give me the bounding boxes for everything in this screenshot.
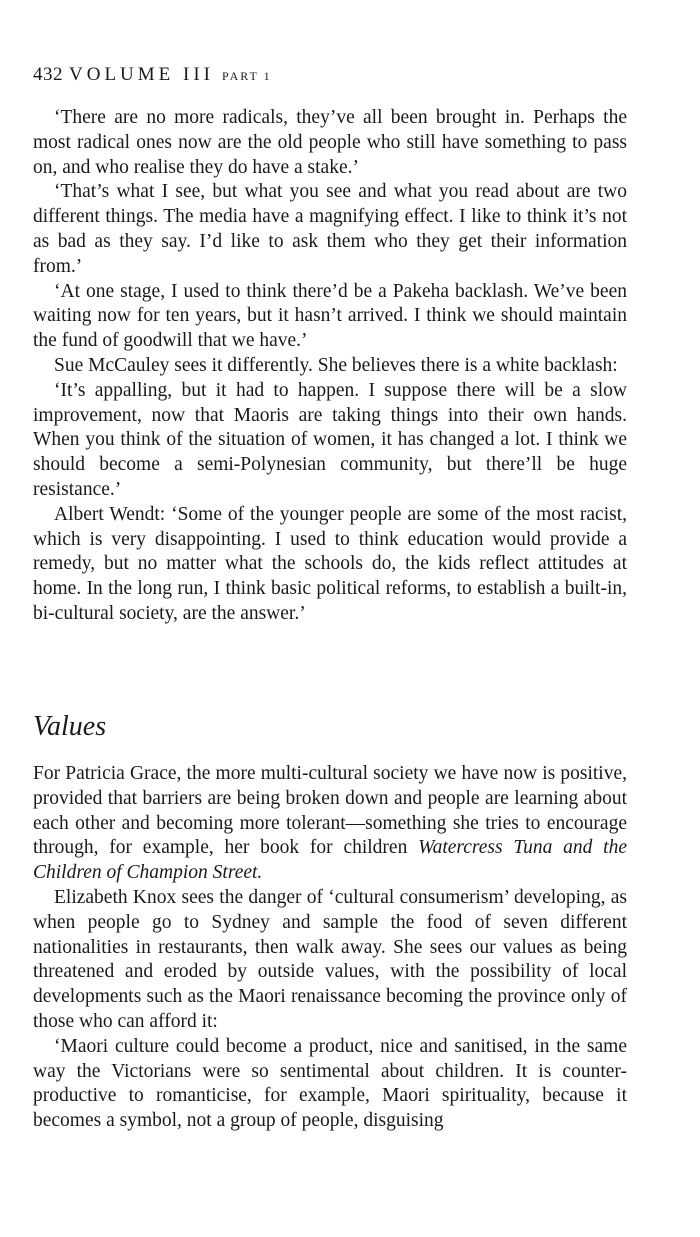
page-number: 432	[33, 64, 63, 85]
paragraph: Elizabeth Knox sees the danger of ‘cultural consumerism’ developing, as when people go to Sydney and sample the food of seven different nationalities in restaurants, then walk away. She sees our values as being threatened and eroded by outside values, with the possibility of local developments such as the Maori renaissance becoming the province only of those who can afford it:	[33, 886, 627, 1032]
paragraph: Sue McCauley sees it differently. She believes there is a white backlash:	[54, 354, 618, 376]
paragraph: ‘It’s appalling, but it had to happen. I suppose there will be a slow improvement, now that Maoris are taking things into their own hands. When you think of the situation of women, it has changed a lot. I think we should become a semi-Polynesian community, but there’ll be huge resistance.’	[33, 379, 627, 500]
running-head	[33, 64, 272, 86]
paragraph: ‘There are no more radicals, they’ve all been brought in. Perhaps the most radical ones now are the old people who still have something to pass on, and who realise they do have a stake.’	[33, 107, 627, 178]
paragraph: ‘That’s what I see, but what you see and what you read about are two different things. The media have a magnifying effect. I like to think it’s not as bad as they say. I’d like to ask them who they get their information from.’	[33, 181, 627, 277]
part-label: PART 1	[222, 69, 272, 83]
volume-label: VOLUME III	[69, 64, 215, 85]
interview-quotes	[33, 106, 627, 627]
paragraph-text: For Patricia Grace, the more multi-cultural society we have now is positive, provided that barriers are being broken down and people are learning about each other and becoming more tolerant—something she tries to encourage through, for example, her book for children	[33, 763, 627, 859]
paragraph: ‘Maori culture could become a product, nice and sanitised, in the same way the Victorians were so sentimental about children. It is counter-productive to romanticise, for example, Maori spirituality, because it becomes a symbol, not a group of people, disguising	[33, 1035, 627, 1132]
book-title: Watercress Tuna and the Children of Champion Street.	[33, 837, 627, 884]
paragraph: Albert Wendt: ‘Some of the younger people are some of the most racist, which is very disappointing. I used to think education would provide a remedy, but no matter what the schools do, the kids reflect attitudes at home. In the long run, I think basic political reforms, to establish a built-in, bi-cultural society, are the answer.’	[33, 503, 627, 624]
section-heading: Values	[33, 711, 107, 742]
values-section-body	[33, 762, 627, 1134]
paragraph	[33, 762, 627, 886]
paragraph: ‘At one stage, I used to think there’d be a Pakeha backlash. We’ve been waiting now for ten years, but it hasn’t arrived. I think we should maintain the fund of goodwill that we have.’	[33, 280, 627, 352]
